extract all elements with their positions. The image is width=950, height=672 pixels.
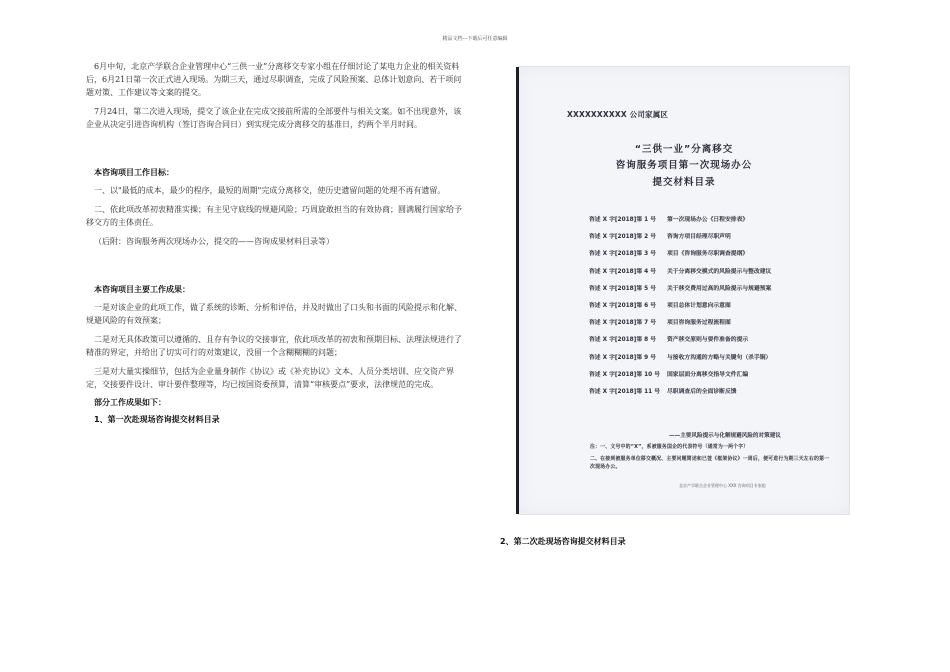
heading-first-visit-list: 1、第一次赴现场咨询提交材料目录 [94,415,220,424]
paragraph-first-visit: 6月中旬，北京产学联合企业管理中心“三供一业”分离移交专家小组在仔细讨论了某电力企业的相关资料后，6月21日第一次正式进入现场。为期三天，通过尽职调查，完成了风险预案、总体计划意向、若干项问题对策、工作建议等文案的提交。 [86,62,462,97]
header-note: 精品文档---下载后可任意编辑 [442,36,508,42]
scan-toc-list [589,214,839,403]
toc-item: 咨述 X 字[2018]第 6 号 项目总体计划意向示意图 [589,302,731,309]
toc-item: 咨述 X 字[2018]第 9 号 与接收方沟通的方略与关键句（杀手锏） [589,354,772,361]
paragraph-result-two: 二是对无具体政策可以遵循的、且存有争议的交接事宜，依此项改革的初衷和预期目标、法理法规进行了精准的界定，并给出了切实可行的对策建议，没留一个含糊糊糊的问题； [86,335,462,357]
scan-company-name: XXXXXXXXXX 公司家属区 [567,110,669,119]
heading-partial-results: 部分工作成果如下： [94,398,166,407]
scan-signature-stamp: 北京产学联合企业管理中心 XXX 咨询项目专家组 [679,483,766,488]
heading-main-results: 本咨询项目主要工作成果： [94,285,190,294]
toc-item: 咨述 X 字[2018]第 4 号 关于分离移交模式的风险提示与整改建议 [589,268,772,275]
toc-item: 咨述 X 字[2018]第 7 号 项目咨询服务过程流程图 [589,320,731,327]
toc-item: 咨述 X 字[2018]第 5 号 关于移交费用过高的风险提示与规避预案 [589,285,772,292]
paragraph-second-visit: 7月24日，第二次进入现场，提交了该企业在完成交接前所需的全部要件与相关文案。如不出现意外，该企业从决定引进咨询机构（签订咨询合同日）到实现完成分离移交的基准日，约两个半月时间。 [86,107,462,129]
scan-title-line-1: “三供一业”分离移交 [634,144,734,155]
toc-item: 咨述 X 字[2018]第 11 号 尽职调查后的全面诊断反馈 [589,388,737,395]
toc-item: 咨述 X 字[2018]第 10 号 国家层面分离移交指导文件汇编 [589,371,749,378]
scan-title-line-3: 提交材料目录 [652,177,716,188]
scanned-document-image [518,66,850,515]
scan-note-two: 二、在接到被服务单位移交概况、主要问题简述和已签《框架协议》一周后，便可进行为期三天左右的第一次现场办公。 [590,456,830,470]
toc-item: 咨述 X 字[2018]第 3 号 项目《咨询服务尽职调查提纲》 [589,251,749,258]
paragraph-appendix-note: （后附：咨询服务两次现场办公，提交的——咨询成果材料目录等） [94,237,334,246]
toc-item: 咨述 X 字[2018]第 1 号 第一次现场办公《日程安排表》 [589,217,749,223]
paragraph-result-three: 三是对大量实操细节，包括为企业量身制作《协议》或《补充协议》文本、人员分类培训、应交资产界定，交接要件设计、审计要件整理等，均已按国资委预算，清算“审核要点”要求，法律规范的完成。 [86,367,454,389]
scan-note-one: 注：一、文号中的“X”，系被服务国企的代表符号（通常为一两个字） [590,444,749,450]
heading-project-goals: 本咨询项目工作目标： [94,168,174,177]
toc-item: 咨述 X 字[2018]第 2 号 咨询方项目经理尽职声明 [589,234,731,241]
heading-second-visit-list: 2、第二次赴现场咨询提交材料目录 [500,537,626,546]
scan-title-line-2: 咨询服务项目第一次现场办公 [615,160,753,171]
scan-edge-shadow [516,67,519,514]
paragraph-goal-one: 一、以"最低的成本，最少的程序，最短的周期"完成分离移交，使历史遗留问题的处理不再有遗留。 [94,186,446,195]
toc-item: 咨述 X 字[2018]第 8 号 资产移交原则与要件准备的提示 [589,337,749,344]
paragraph-result-one: 一是对该企业的此项工作，做了系统的诊断、分析和评估，并及时做出了口头和书面的风险提示和化解、规避风险的有效预案； [86,303,462,325]
scan-toc-extra-line: ——主要风险提示与化解规避风险的对策建议 [669,433,781,439]
paragraph-goal-two: 二、依此项改革初衷精准实操；有主见守底线的规避风险；巧周旋敢担当的有效协商；圆满履行国家给予移交方的主体责任。 [86,205,462,227]
left-column [86,60,466,431]
